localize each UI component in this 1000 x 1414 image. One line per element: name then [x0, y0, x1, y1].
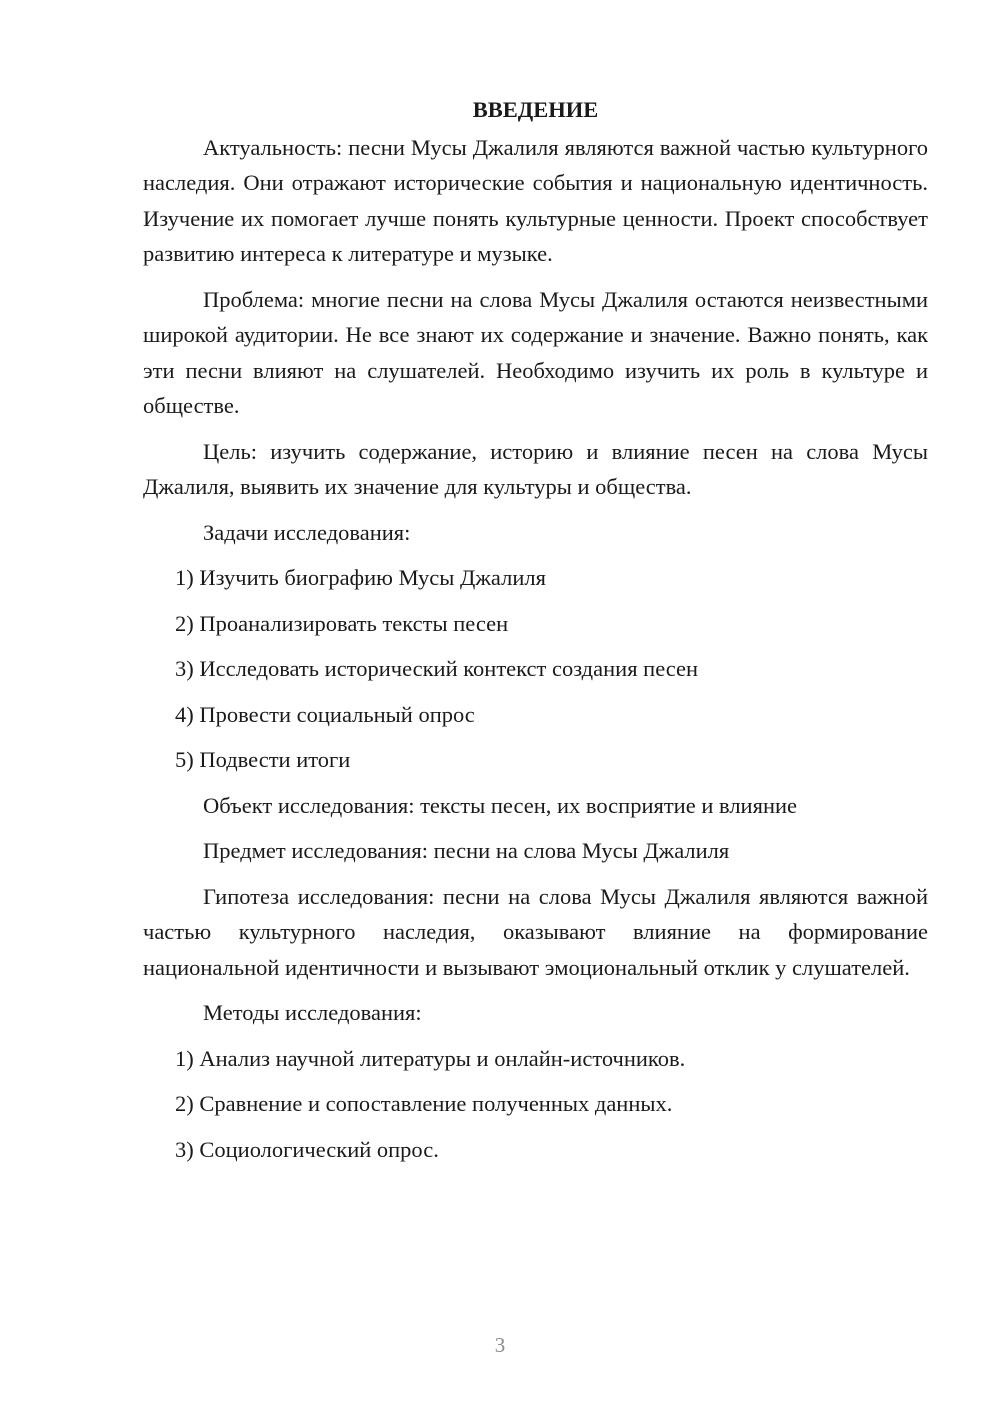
task-item-2: 2) Проанализировать тексты песен [175, 610, 509, 636]
page-title: ВВЕДЕНИЕ [472, 97, 599, 122]
goal-paragraph: Цель: изучить содержание, историю и влияние песен на слова Мусы Джалиля, выявить их значение для культуры и общества. [143, 438, 928, 499]
task-item-5: 5) Подвести итоги [175, 747, 351, 772]
task-item-1: 1) Изучить биографию Мусы Джалиля [175, 565, 546, 590]
methods-heading: Методы исследования: [203, 1000, 422, 1025]
hypothesis-paragraph: Гипотеза исследования: песни на слова Мусы Джалиля являются важной частью культурного наследия, оказывают влияние на формирование национальной идентичности и вызывают эмоциональный отклик у слушателей. [143, 883, 928, 980]
page-number: 3 [494, 1333, 506, 1357]
method-item-2: 2) Сравнение и сопоставление полученных данных. [175, 1091, 673, 1116]
task-item-3: 3) Исследовать исторический контекст создания песен [175, 656, 699, 681]
tasks-heading: Задачи исследования: [203, 519, 411, 545]
object-line: Объект исследования: тексты песен, их восприятие и влияние [203, 792, 798, 818]
problem-paragraph: Проблема: многие песни на слова Мусы Джалиля остаются неизвестными широкой аудитории. Не все знают их содержание и значение. Важно понять, как эти песни влияют на слушателей. Необходимо изучить их роль в культуре и обществе. [143, 286, 928, 418]
task-item-4: 4) Провести социальный опрос [175, 701, 475, 727]
document-page [143, 92, 928, 1177]
subject-line: Предмет исследования: песни на слова Мусы Джалиля [203, 838, 730, 863]
relevance-paragraph: Актуальность: песни Мусы Джалиля являются важной частью культурного наследия. Они отражают исторические события и национальную идентичность. Изучение их помогает лучше понять культурные ценности. Проект способствует развитию интереса к литературе и музыке. [143, 134, 928, 266]
method-item-3: 3) Социологический опрос. [175, 1136, 439, 1162]
method-item-1: 1) Анализ научной литературы и онлайн-источников. [175, 1045, 686, 1071]
